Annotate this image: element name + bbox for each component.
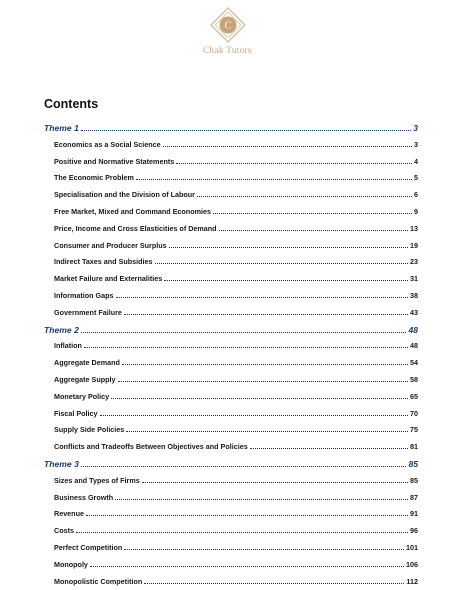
toc-entry[interactable] bbox=[44, 490, 418, 507]
toc-entry[interactable] bbox=[44, 204, 418, 221]
dot-leader bbox=[115, 498, 408, 500]
dot-leader bbox=[76, 531, 408, 533]
toc-entry-label: Aggregate Supply bbox=[54, 374, 116, 384]
page-title: Contents bbox=[44, 97, 99, 111]
diamond-monogram-icon bbox=[209, 6, 247, 44]
toc-entry[interactable] bbox=[44, 439, 418, 456]
toc-entry[interactable] bbox=[44, 238, 418, 255]
toc-entry[interactable] bbox=[44, 574, 418, 590]
toc-entry[interactable] bbox=[44, 154, 418, 171]
toc-entry-label: Indirect Taxes and Subsidies bbox=[54, 257, 153, 267]
toc-entry[interactable] bbox=[44, 305, 418, 322]
brand-logo bbox=[188, 6, 268, 55]
toc-entry-label: Conflicts and Tradeoffs Between Objectives and Policies bbox=[54, 442, 248, 452]
dot-leader bbox=[111, 397, 408, 399]
toc-page-number: 38 bbox=[410, 290, 418, 300]
toc-entry-label: Inflation bbox=[54, 341, 82, 351]
toc-page-number: 85 bbox=[408, 458, 418, 469]
toc-page-number: 75 bbox=[410, 425, 418, 435]
toc-page-number: 4 bbox=[414, 156, 418, 166]
toc-page-number: 81 bbox=[410, 442, 418, 452]
toc-entry-label: Perfect Competition bbox=[54, 542, 123, 552]
dot-leader bbox=[144, 582, 404, 584]
brand-name: Chak Tutors bbox=[203, 45, 252, 55]
dot-leader bbox=[164, 279, 408, 281]
toc-page-number: 85 bbox=[410, 475, 418, 485]
toc-entry[interactable] bbox=[44, 187, 418, 204]
toc-page-number: 3 bbox=[414, 139, 418, 149]
toc-entry-label: Free Market, Mixed and Command Economies bbox=[54, 206, 211, 216]
toc-entry-label: Positive and Normative Statements bbox=[54, 156, 175, 166]
toc-page-number: 91 bbox=[410, 509, 418, 519]
toc-entry[interactable] bbox=[44, 372, 418, 389]
dot-leader bbox=[136, 178, 412, 180]
toc-theme-heading[interactable] bbox=[44, 322, 418, 339]
toc-entry-label: Theme 3 bbox=[44, 458, 79, 469]
toc-page-number: 112 bbox=[406, 576, 418, 586]
toc-entry-label: Market Failure and Externalities bbox=[54, 274, 163, 284]
toc-page-number: 65 bbox=[410, 391, 418, 401]
toc-entry-label: Aggregate Demand bbox=[54, 358, 120, 368]
toc-page-number: 54 bbox=[410, 358, 418, 368]
toc-entry-label: Theme 2 bbox=[44, 324, 79, 335]
dot-leader bbox=[81, 465, 407, 467]
toc-entry-label: Economics as a Social Science bbox=[54, 139, 161, 149]
dot-leader bbox=[176, 162, 412, 164]
toc-theme-heading[interactable] bbox=[44, 120, 418, 137]
toc-entry[interactable] bbox=[44, 473, 418, 490]
toc-entry-label: Fiscal Policy bbox=[54, 408, 98, 418]
toc-entry-label: Business Growth bbox=[54, 492, 114, 502]
dot-leader bbox=[126, 430, 408, 432]
toc-page-number: 70 bbox=[410, 408, 418, 418]
brand-monogram: C bbox=[224, 20, 231, 32]
toc-page-number: 5 bbox=[414, 173, 418, 183]
table-of-contents bbox=[44, 120, 418, 590]
toc-entry[interactable] bbox=[44, 422, 418, 439]
toc-page-number: 43 bbox=[410, 307, 418, 317]
toc-entry-label: The Economic Problem bbox=[54, 173, 134, 183]
toc-entry[interactable] bbox=[44, 338, 418, 355]
dot-leader bbox=[250, 447, 408, 449]
toc-entry[interactable] bbox=[44, 557, 418, 574]
toc-page-number: 101 bbox=[406, 542, 418, 552]
toc-entry-label: Supply Side Policies bbox=[54, 425, 125, 435]
toc-entry[interactable] bbox=[44, 254, 418, 271]
dot-leader bbox=[124, 313, 408, 315]
toc-entry-label: Information Gaps bbox=[54, 290, 114, 300]
toc-entry[interactable] bbox=[44, 355, 418, 372]
toc-entry[interactable] bbox=[44, 221, 418, 238]
toc-entry[interactable] bbox=[44, 523, 418, 540]
toc-page-number: 96 bbox=[410, 526, 418, 536]
dot-leader bbox=[124, 548, 404, 550]
dot-leader bbox=[116, 296, 408, 298]
dot-leader bbox=[142, 481, 408, 483]
toc-page-number: 6 bbox=[414, 190, 418, 200]
toc-page-number: 23 bbox=[410, 257, 418, 267]
dot-leader bbox=[197, 195, 412, 197]
toc-entry[interactable] bbox=[44, 389, 418, 406]
toc-theme-heading[interactable] bbox=[44, 456, 418, 473]
toc-page-number: 13 bbox=[410, 223, 418, 233]
toc-page-number: 87 bbox=[410, 492, 418, 502]
toc-entry-label: Price, Income and Cross Elasticities of Demand bbox=[54, 223, 217, 233]
toc-page-number: 48 bbox=[410, 341, 418, 351]
toc-entry[interactable] bbox=[44, 288, 418, 305]
toc-page-number: 9 bbox=[414, 206, 418, 216]
toc-entry-label: Government Failure bbox=[54, 307, 122, 317]
toc-entry[interactable] bbox=[44, 271, 418, 288]
dot-leader bbox=[219, 229, 408, 231]
dot-leader bbox=[155, 262, 408, 264]
dot-leader bbox=[90, 565, 404, 567]
toc-entry-label: Monetary Policy bbox=[54, 391, 110, 401]
dot-leader bbox=[213, 212, 412, 214]
dot-leader bbox=[100, 414, 408, 416]
toc-page-number: 58 bbox=[410, 374, 418, 384]
toc-entry-label: Monopoly bbox=[54, 559, 88, 569]
toc-entry-label: Theme 1 bbox=[44, 123, 79, 133]
toc-entry-label: Sizes and Types of Firms bbox=[54, 475, 140, 485]
dot-leader bbox=[84, 346, 408, 348]
toc-entry[interactable] bbox=[44, 506, 418, 523]
toc-entry[interactable] bbox=[44, 137, 418, 154]
toc-page-number: 106 bbox=[406, 559, 418, 569]
dot-leader bbox=[81, 331, 407, 333]
dot-leader bbox=[118, 380, 408, 382]
dot-leader bbox=[163, 145, 412, 147]
toc-entry[interactable] bbox=[44, 540, 418, 557]
dot-leader bbox=[122, 363, 408, 365]
toc-page-number: 19 bbox=[410, 240, 418, 250]
toc-entry[interactable] bbox=[44, 406, 418, 423]
dot-leader bbox=[86, 514, 408, 516]
toc-entry-label: Specialisation and the Division of Labour bbox=[54, 190, 195, 200]
dot-leader bbox=[81, 129, 411, 131]
toc-entry-label: Consumer and Producer Surplus bbox=[54, 240, 167, 250]
toc-page-number: 48 bbox=[408, 324, 418, 335]
toc-entry-label: Monopolistic Competition bbox=[54, 576, 143, 586]
toc-entry-label: Revenue bbox=[54, 509, 84, 519]
toc-entry-label: Costs bbox=[54, 526, 74, 536]
dot-leader bbox=[169, 246, 408, 248]
toc-page-number: 31 bbox=[410, 274, 418, 284]
toc-entry[interactable] bbox=[44, 170, 418, 187]
toc-page-number: 3 bbox=[413, 123, 418, 133]
